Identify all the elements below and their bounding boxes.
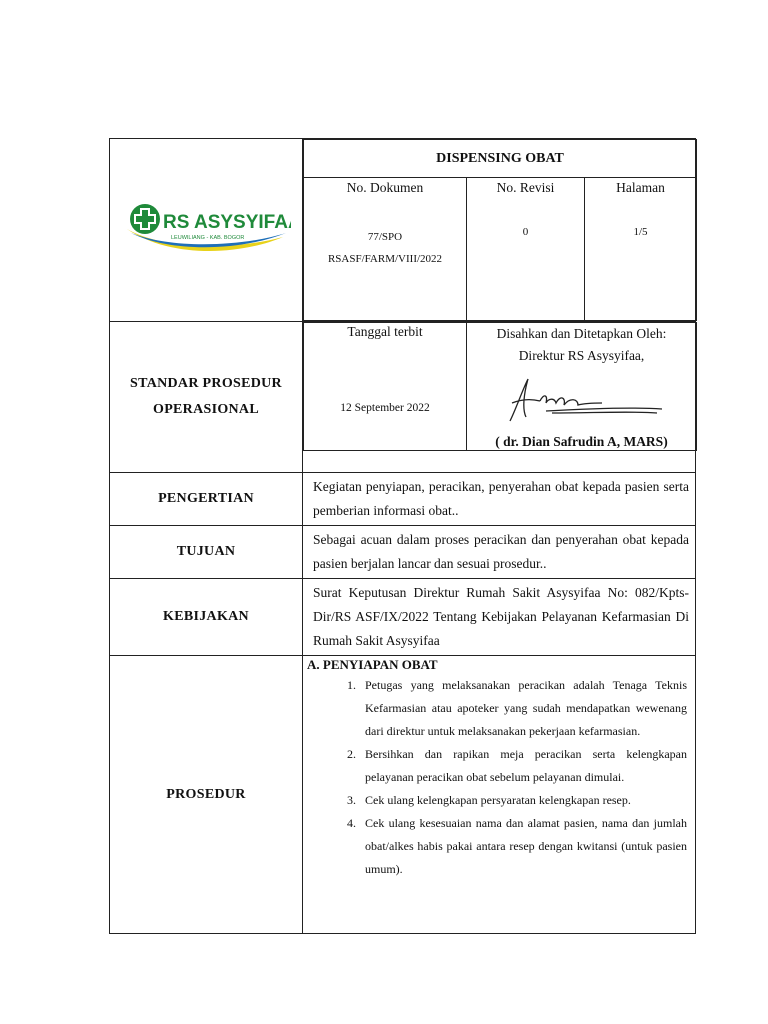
disahkan-line-2: Direktur RS Asysyifaa,: [518, 348, 645, 363]
signature-image: [482, 369, 682, 429]
no-dokumen-value-1: 77/SPO: [367, 231, 403, 243]
spo-label-line-1: STANDAR PROSEDUR: [130, 376, 282, 391]
no-revisi-value: 0: [522, 226, 529, 238]
prosedur-label: PROSEDUR: [110, 656, 303, 934]
tanggal-value: 12 September 2022: [340, 402, 430, 414]
tujuan-text: Sebagai acuan dalam proses peracikan dan penyerahan obat kepada pasien berjalan lancar dan sesuai prosedur..: [303, 526, 696, 579]
spo-label-cell: [110, 322, 303, 473]
spo-label-line-2: OPERASIONAL: [153, 402, 259, 417]
no-dokumen-value-2: RSASF/FARM/VIII/2022: [327, 253, 443, 265]
spo-document: [109, 138, 695, 927]
list-item: 4. Cek ulang kesesuaian nama dan alamat pasien, nama dan jumlah obat/alkes habis pakai antara resep dengan kwitansi (untuk pasien umum).: [359, 812, 687, 881]
kebijakan-text: Surat Keputusan Direktur Rumah Sakit Asysyifaa No: 082/Kpts-Dir/RS ASF/IX/2022 Tentang Kebijakan Pelayanan Kefarmasian Di Rumah Sakit Asysyifaa: [303, 579, 696, 656]
prosedur-heading: A. PENYIAPAN OBAT: [307, 657, 438, 672]
list-item: 1. Petugas yang melaksanakan peracikan adalah Tenaga Teknis Kefarmasian atau apoteker yang sudah mendapatkan wewenang dari direktur untuk melaksanakan pekerjaan kefarmasian.: [359, 674, 687, 743]
header-grid: [303, 139, 697, 321]
halaman-value: 1/5: [633, 226, 648, 238]
list-item: 2. Bersihkan dan rapikan meja peracikan serta kelengkapan pelayanan peracikan obat sebelum pelayanan dimulai.: [359, 743, 687, 789]
list-item: 3. Cek ulang kelengkapan persyaratan kelengkapan resep.: [359, 789, 687, 812]
pengertian-label: PENGERTIAN: [110, 473, 303, 526]
signatory-name: ( dr. Dian Safrudin A, MARS): [495, 434, 668, 449]
logo-subtitle: LEUWILIANG - KAB. BOGOR: [171, 234, 245, 241]
no-dokumen-label: No. Dokumen: [346, 180, 424, 195]
hospital-logo: [121, 193, 291, 263]
prosedur-steps: [307, 674, 695, 881]
doc-title: DISPENSING OBAT: [304, 140, 697, 178]
tujuan-label: TUJUAN: [110, 526, 303, 579]
logo-cell: [110, 139, 303, 322]
spo-table: [109, 138, 696, 934]
kebijakan-label: KEBIJAKAN: [110, 579, 303, 656]
pengertian-text: Kegiatan penyiapan, peracikan, penyerahan obat kepada pasien serta pemberian informasi obat..: [303, 473, 696, 526]
logo-name: RS ASYSYIFAA: [163, 211, 291, 233]
no-revisi-label: No. Revisi: [496, 180, 555, 195]
halaman-label: Halaman: [616, 180, 665, 195]
disahkan-line-1: Disahkan dan Ditetapkan Oleh:: [496, 326, 667, 341]
tanggal-label: Tanggal terbit: [347, 324, 423, 339]
